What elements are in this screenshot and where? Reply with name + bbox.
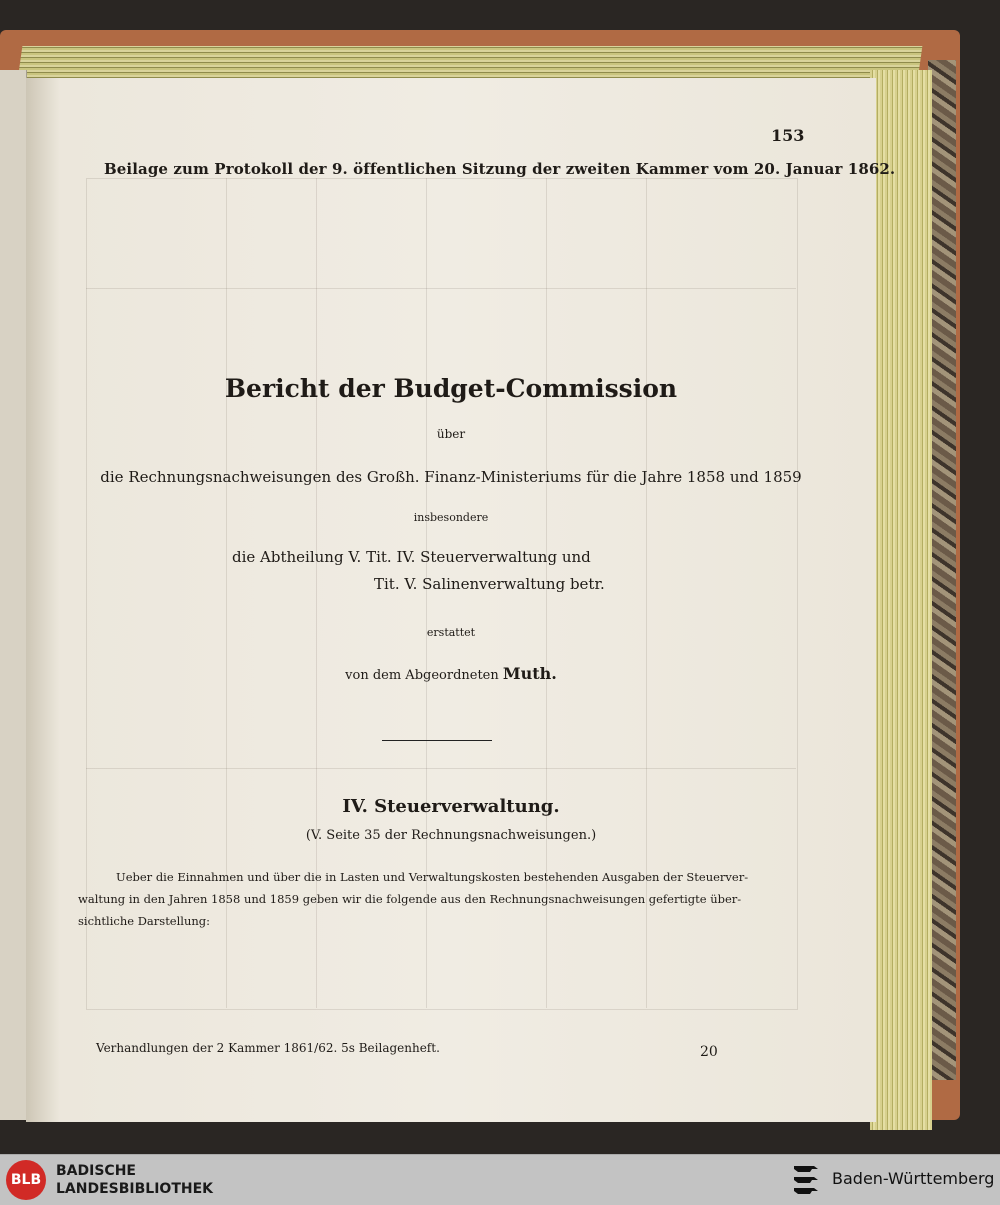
report-title: Bericht der Budget-Commission <box>224 374 678 403</box>
header-line: Beilage zum Protokoll der 9. öffentlichen Sitzung der zweiten Kammer vom 20. Januar 1862. <box>104 160 896 178</box>
library-name-line-1: BADISCHE <box>56 1163 136 1179</box>
library-name[interactable] <box>56 1162 213 1198</box>
footer-right: 20 <box>700 1044 718 1060</box>
section-divider <box>382 740 492 741</box>
author-line <box>26 664 876 683</box>
document-page <box>26 78 896 1122</box>
page-stack-edge <box>870 70 932 1130</box>
erstattet-label: erstattet <box>426 626 476 639</box>
section-reference: (V. Seite 35 der Rechnungsnachweisungen.) <box>305 828 597 843</box>
footer-left: Verhandlungen der 2 Kammer 1861/62. 5s Beilagenheft. <box>96 1041 440 1055</box>
author-name: Muth. <box>502 664 557 683</box>
body-line-1: Ueber die Einnahmen und über die in Lasten und Verwaltungskosten bestehenden Ausgaben der Steuerver- <box>116 870 749 884</box>
section-title: IV. Steuerverwaltung. <box>342 796 560 817</box>
abteilung-line-2: Tit. V. Salinenverwaltung betr. <box>374 575 605 593</box>
subject-line: die Rechnungsnachweisungen des Großh. Finanz-Ministeriums für die Jahre 1858 und 1859 <box>100 468 802 486</box>
library-name-line-2: LANDESBIBLIOTHEK <box>56 1181 214 1197</box>
body-line-3: sichtliche Darstellung: <box>78 914 211 928</box>
body-line-2: waltung in den Jahren 1858 und 1859 geben wir die folgende aus den Rechnungsnachweisungen gefertigte über- <box>78 892 742 906</box>
marbled-edge <box>928 60 956 1080</box>
page-number: 153 <box>771 126 805 145</box>
uber-label: über <box>436 427 466 441</box>
page-stack-top <box>18 46 923 80</box>
blb-logo[interactable]: BLB <box>6 1160 46 1200</box>
left-page-fragment <box>0 70 27 1120</box>
three-lions-icon <box>790 1162 822 1198</box>
author-prefix: von dem Abgeordneten <box>345 668 499 683</box>
abteilung-line-1: die Abtheilung V. Tit. IV. Steuerverwaltung und <box>232 548 591 566</box>
insbesondere-label: insbesondere <box>413 511 489 524</box>
state-name[interactable]: Baden-Württemberg <box>832 1169 995 1188</box>
bottom-branding-bar <box>0 1154 1000 1205</box>
